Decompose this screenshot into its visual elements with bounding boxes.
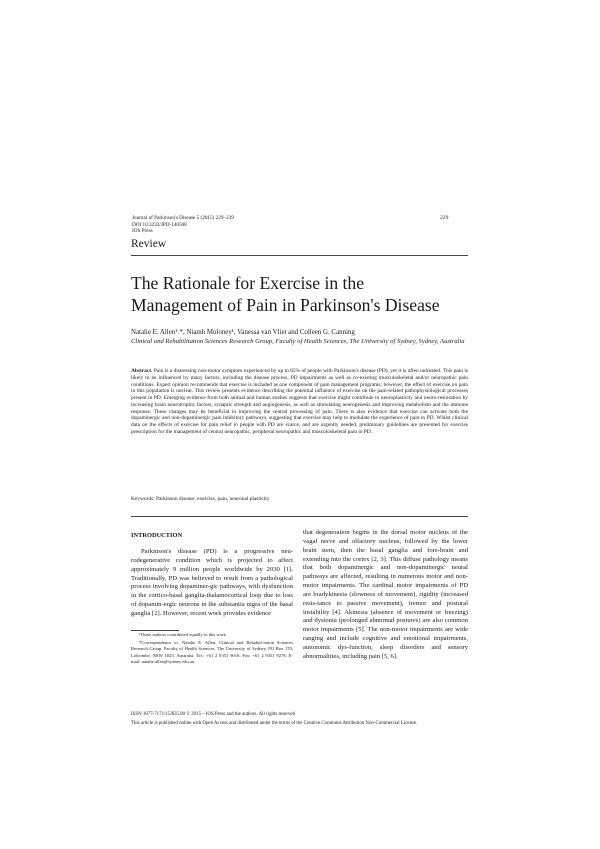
- affiliation: Clinical and Rehabilitation Sciences Research Group, Faculty of Health Sciences, The University of Sydney, Sydney, Australia: [131, 338, 465, 345]
- footnote-correspondence: *Correspondence to: Natalie E. Allen, Clinical and Rehabili-tation Sciences Research Group, Faculty of Health Sciences, The University of Sydney, PO Box 170, Lidcombe, NSW 1825, Australia. Tel.: +61 2 9351 9016; Fax: +61 2 9351 9278; E-mail: natalie.allen@sydney.edu.au.: [131, 639, 293, 664]
- journal-citation: Journal of Parkinson's Disease 5 (2015) 229–239: [132, 215, 234, 221]
- license-line: This article is published online with Open Access and distributed under the terms of the Creative Commons Attribution Non-Commercial License.: [131, 721, 418, 726]
- abstract-label: Abstract.: [131, 368, 153, 374]
- header-rule: [131, 255, 468, 256]
- section-heading: INTRODUCTION: [131, 532, 183, 539]
- article-type: Review: [131, 238, 167, 250]
- publisher: IOS Press: [132, 228, 153, 235]
- title-line-2: Management of Pain in Parkinson's Disease: [131, 295, 440, 315]
- abstract: [131, 368, 468, 436]
- intro-paragraph: Parkinson's disease (PD) is a progressive neu-rodegenerative condition which is projected to affect approximately 9 million people worldwide by 2030 [1]. Traditionally, PD was believed to result from a pathological process involving dopaminer-gic pathways, with dysfunction in the cortico-basal ganglia-thalamocortical loop due to loss of dopamin-ergic neurons in the substantia nigra of the basal ganglia [2]. However, recent work provides evidence: [131, 548, 293, 617]
- doi: DOI 10.3233/JPD-140508: [132, 221, 187, 228]
- footnote-equal-contribution: ¹These authors contributed equally to this work.: [139, 632, 228, 637]
- footnotes: [131, 632, 293, 667]
- running-header: [132, 215, 332, 235]
- page-number: 229: [440, 215, 449, 221]
- title-line-1: The Rationale for Exercise in the: [131, 273, 365, 293]
- abstract-rule: [131, 516, 468, 517]
- right-column: [303, 529, 468, 662]
- author-list: Natalie E. Allen¹˒*, Niamh Moloney¹, Vanessa van Vliet and Colleen G. Canning: [131, 329, 355, 336]
- left-column: [131, 548, 293, 619]
- paper-title: [131, 272, 471, 316]
- abstract-text: Pain is a distressing non-motor symptom experienced by up to 85% of people with Parkinson's disease (PD), yet it is often untreated. This pain is likely to be influenced by many factors, including the disease process, PD impairments as well as co-existing musculoskeletal and/or neuropathic pain conditions. Expert opinion recommends that exercise is included as one component of pain management programs; however, the effect of exercise on pain in this population is unclear. This review presents evidence describing the potential influence of exercise on the pain-related pathophysiological processes present in PD. Emerging evidence from both animal and human studies suggests that exercise might contribute to neuroplasticity and neuro-restoration by increasing brain neurotrophic factors, synaptic strength and angiogenesis, as well as stimulating neurogenesis and improving metabolism and the immune response. These changes may be beneficial in improving the central processing of pain. There is also evidence that exercise can activate both the dopaminergic and non-dopaminergic pain inhibitory pathways, suggesting that exercise may help to modulate the experience of pain in PD. Whilst clinical data on the effects of exercise for pain relief in people with PD are scarce, and are urgently needed, preliminary guidelines are presented for exercise prescription for the management of central neuropathic, peripheral neuropathic and musculoskeletal pain in PD.: [131, 368, 468, 436]
- intro-paragraph-continued: that degeneration begins in the dorsal motor nucleus of the vagal nerve and olfactory nucleus, followed by the lower brain stem, then the basal ganglia and fore-brain and extending into the cortex [2, 3]. This diffuse pathology means that both dopaminergic and non-dopaminergic neural pathways are affected, resulting in numerous motor and non-motor impairments. The cardinal motor impairments of PD are bradykinesia (slowness of movement), rigidity (increased resis-tance to passive movement), tremor and postural instability [4]. Akinesia (absence of movement or freezing) and dystonia (prolonged abnormal postures) are also common motor impairments [5]. The non-motor impairments are wide ranging and include cognitive and emotional impairments, autonomic dys-function, sleep disorders and sensory abnormalities, including pain [5, 6].: [303, 529, 468, 660]
- footnote-rule: [131, 630, 179, 631]
- issn-line: ISSN 1877-7171/15/$35.00 © 2015 – IOS Press and the authors. All rights reserved: [131, 712, 296, 717]
- keywords: Keywords: Parkinson disease, exercise, pain, neuronal plasticity: [131, 496, 270, 502]
